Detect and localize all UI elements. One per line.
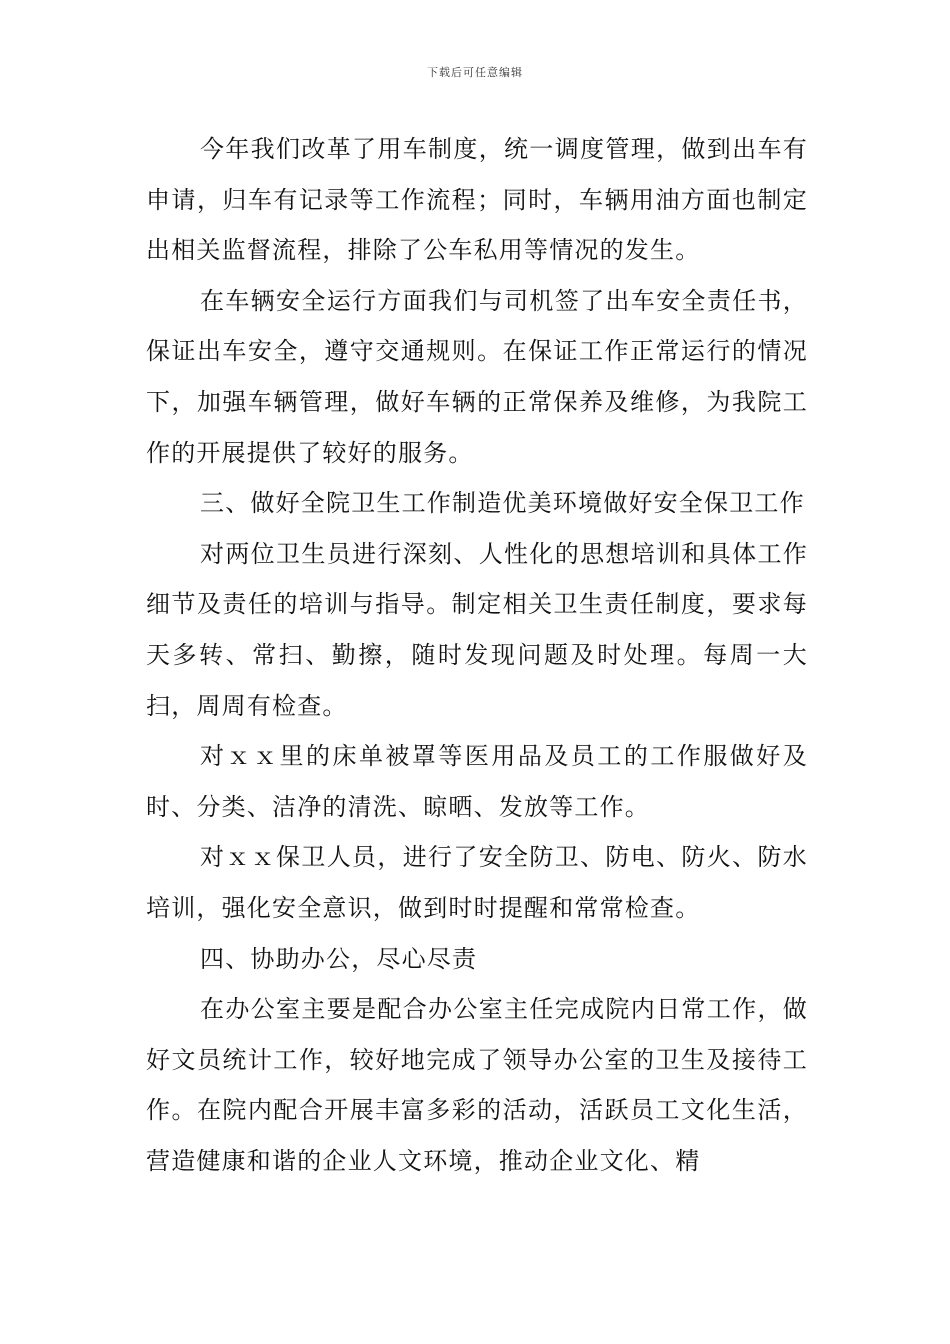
section-heading-office-assistance: 四、协助办公，尽心尽责: [200, 944, 478, 973]
document-body: [146, 124, 808, 1186]
paragraph-vehicle-safety: 在车辆安全运行方面我们与司机签了出车安全责任书，保证出车安全，遵守交通规则。在保证工作正常运行的情况下，加强车辆管理，做好车辆的正常保养及维修，为我院工作的开展提供了较好的服务。: [146, 286, 808, 467]
paragraph-vehicle-system: 今年我们改革了用车制度，统一调度管理，做到出车有申请，归车有记录等工作流程；同时，车辆用油方面也制定出相关监督流程，排除了公车私用等情况的发生。: [146, 135, 808, 265]
paragraph-laundry: 对ｘｘ里的床单被罩等医用品及员工的工作服做好及时、分类、洁净的清洗、晾晒、发放等工作。: [146, 742, 808, 821]
paragraph-security-training: 对ｘｘ保卫人员，进行了安全防卫、防电、防火、防水培训，强化安全意识，做到时时提醒和常常检查。: [146, 843, 808, 922]
paragraph-sanitation-training: 对两位卫生员进行深刻、人性化的思想培训和具体工作细节及责任的培训与指导。制定相关卫生责任制度，要求每天多转、常扫、勤擦，随时发现问题及时处理。每周一大扫，周周有检查。: [146, 539, 808, 720]
page-header: 下载后可任意编辑: [427, 66, 523, 79]
section-heading-sanitation-security: 三、做好全院卫生工作制造优美环境做好安全保卫工作: [200, 489, 805, 518]
paragraph-office-work: 在办公室主要是配合办公室主任完成院内日常工作，做好文员统计工作，较好地完成了领导办公室的卫生及接待工作。在院内配合开展丰富多彩的活动，活跃员工文化生活，营造健康和谐的企业人文环境，推动企业文化、精: [146, 995, 808, 1175]
